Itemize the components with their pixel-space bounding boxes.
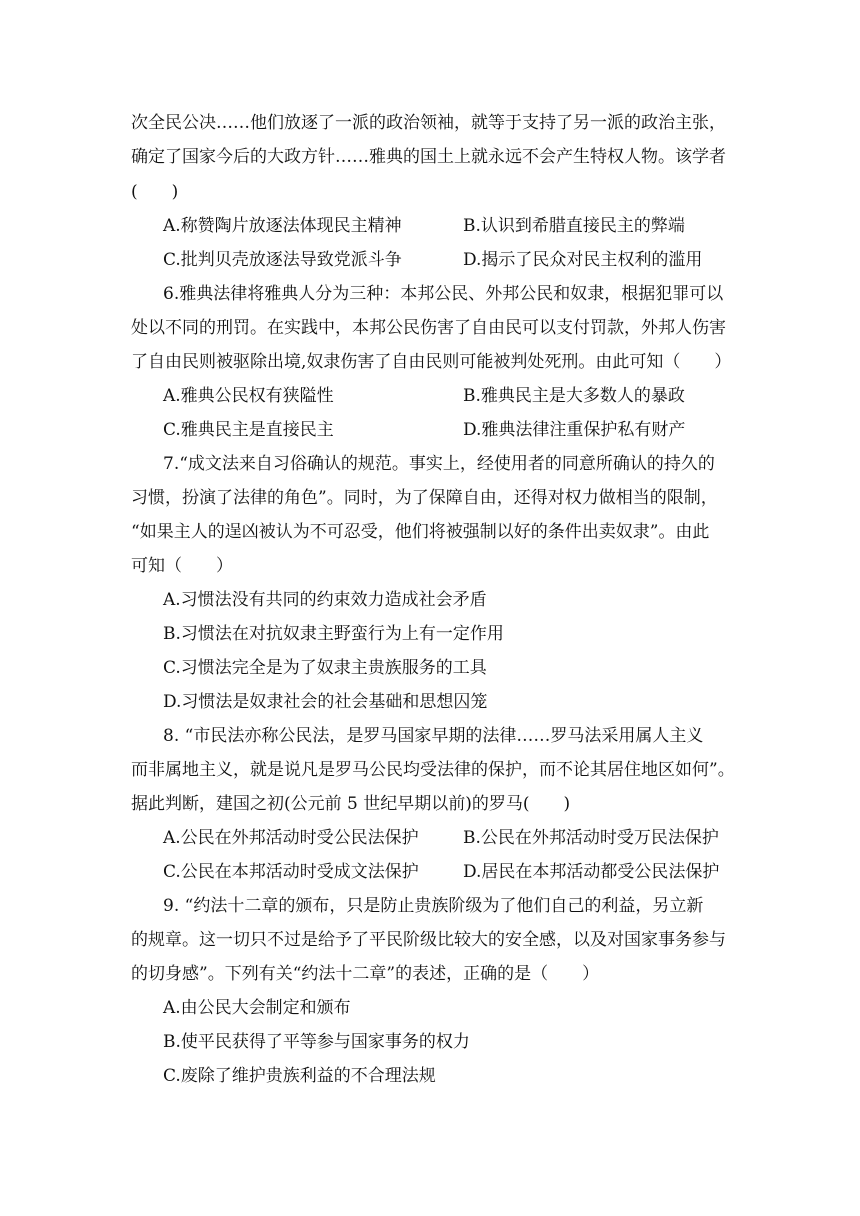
q7-option-c: C.习惯法完全是为了奴隶主贵族服务的工具: [163, 658, 487, 678]
q6-stem-line-3: 了自由民则被驱除出境,奴隶伤害了自由民则可能被判处死刑。由此可知（ ）: [131, 352, 732, 372]
q6-option-a: A.雅典公民权有狭隘性: [163, 386, 334, 406]
q8-stem-line-2: 而非属地主义，就是说凡是罗马公民均受法律的保护，而不论其居住地区如何”。: [131, 760, 735, 780]
q5-stem-line-3: ( ): [131, 182, 179, 202]
q6-option-d: D.雅典法律注重保护私有财产: [463, 420, 686, 440]
q5-option-c: C.批判贝壳放逐法导致党派斗争: [163, 250, 402, 270]
q6-stem-line-1: 6.雅典法律将雅典人分为三种：本邦公民、外邦公民和奴隶，根据犯罪可以: [163, 284, 724, 304]
q7-stem-line-3: “如果主人的逞凶被认为不可忍受，他们将被强制以好的条件出卖奴隶”。由此: [131, 522, 710, 542]
q8-stem-line-1: 8. “市民法亦称公民法，是罗马国家早期的法律……罗马法采用属人主义: [163, 726, 704, 746]
q9-option-c: C.废除了维护贵族利益的不合理法规: [163, 1066, 436, 1086]
q6-stem-line-2: 处以不同的刑罚。在实践中，本邦公民伤害了自由民可以支付罚款，外邦人伤害: [131, 318, 726, 338]
q7-stem-line-4: 可知（ ）: [131, 556, 233, 576]
q8-option-b: B.公民在外邦活动时受万民法保护: [463, 828, 719, 848]
q8-option-a: A.公民在外邦活动时受公民法保护: [163, 828, 419, 848]
q9-stem-line-1: 9. “约法十二章的颁布，只是防止贵族阶级为了他们自己的利益，另立新: [163, 896, 704, 916]
q5-option-a: A.称赞陶片放逐法体现民主精神: [163, 216, 402, 236]
q9-stem-line-2: 的规章。这一切只不过是给予了平民阶级比较大的安全感，以及对国家事务参与: [131, 930, 726, 950]
q9-option-a: A.由公民大会制定和颁布: [163, 998, 351, 1018]
q9-stem-line-3: 的切身感”。下列有关“约法十二章”的表述，正确的是（ ）: [131, 964, 600, 984]
q7-stem-line-2: 习惯，扮演了法律的角色”。同时，为了保障自由，还得对权力做相当的限制，: [131, 488, 718, 508]
q7-stem-line-1: 7.“成文法来自习俗确认的规范。事实上，经使用者的同意所确认的持久的: [163, 454, 715, 474]
q5-stem-line-2: 确定了国家今后的大政方针……雅典的国土上就永远不会产生特权人物。该学者: [131, 147, 726, 167]
q7-option-d: D.习惯法是奴隶社会的社会基础和思想囚笼: [163, 692, 488, 712]
q7-option-b: B.习惯法在对抗奴隶主野蛮行为上有一定作用: [163, 624, 504, 644]
q8-stem-line-3: 据此判断，建国之初(公元前 5 世纪早期以前)的罗马( ): [131, 794, 571, 814]
q8-option-d: D.居民在本邦活动都受公民法保护: [463, 862, 720, 882]
q5-option-d: D.揭示了民众对民主权利的滥用: [463, 250, 703, 270]
q9-option-b: B.使平民获得了平等参与国家事务的权力: [163, 1032, 470, 1052]
q8-option-c: C.公民在本邦活动时受成文法保护: [163, 862, 419, 882]
q6-option-b: B.雅典民主是大多数人的暴政: [463, 386, 685, 406]
q6-option-c: C.雅典民主是直接民主: [163, 420, 334, 440]
q7-option-a: A.习惯法没有共同的约束效力造成社会矛盾: [163, 590, 487, 610]
q5-option-b: B.认识到希腊直接民主的弊端: [463, 216, 685, 236]
q5-stem-line-1: 次全民公决……他们放逐了一派的政治领袖，就等于支持了另一派的政治主张，: [131, 113, 726, 133]
